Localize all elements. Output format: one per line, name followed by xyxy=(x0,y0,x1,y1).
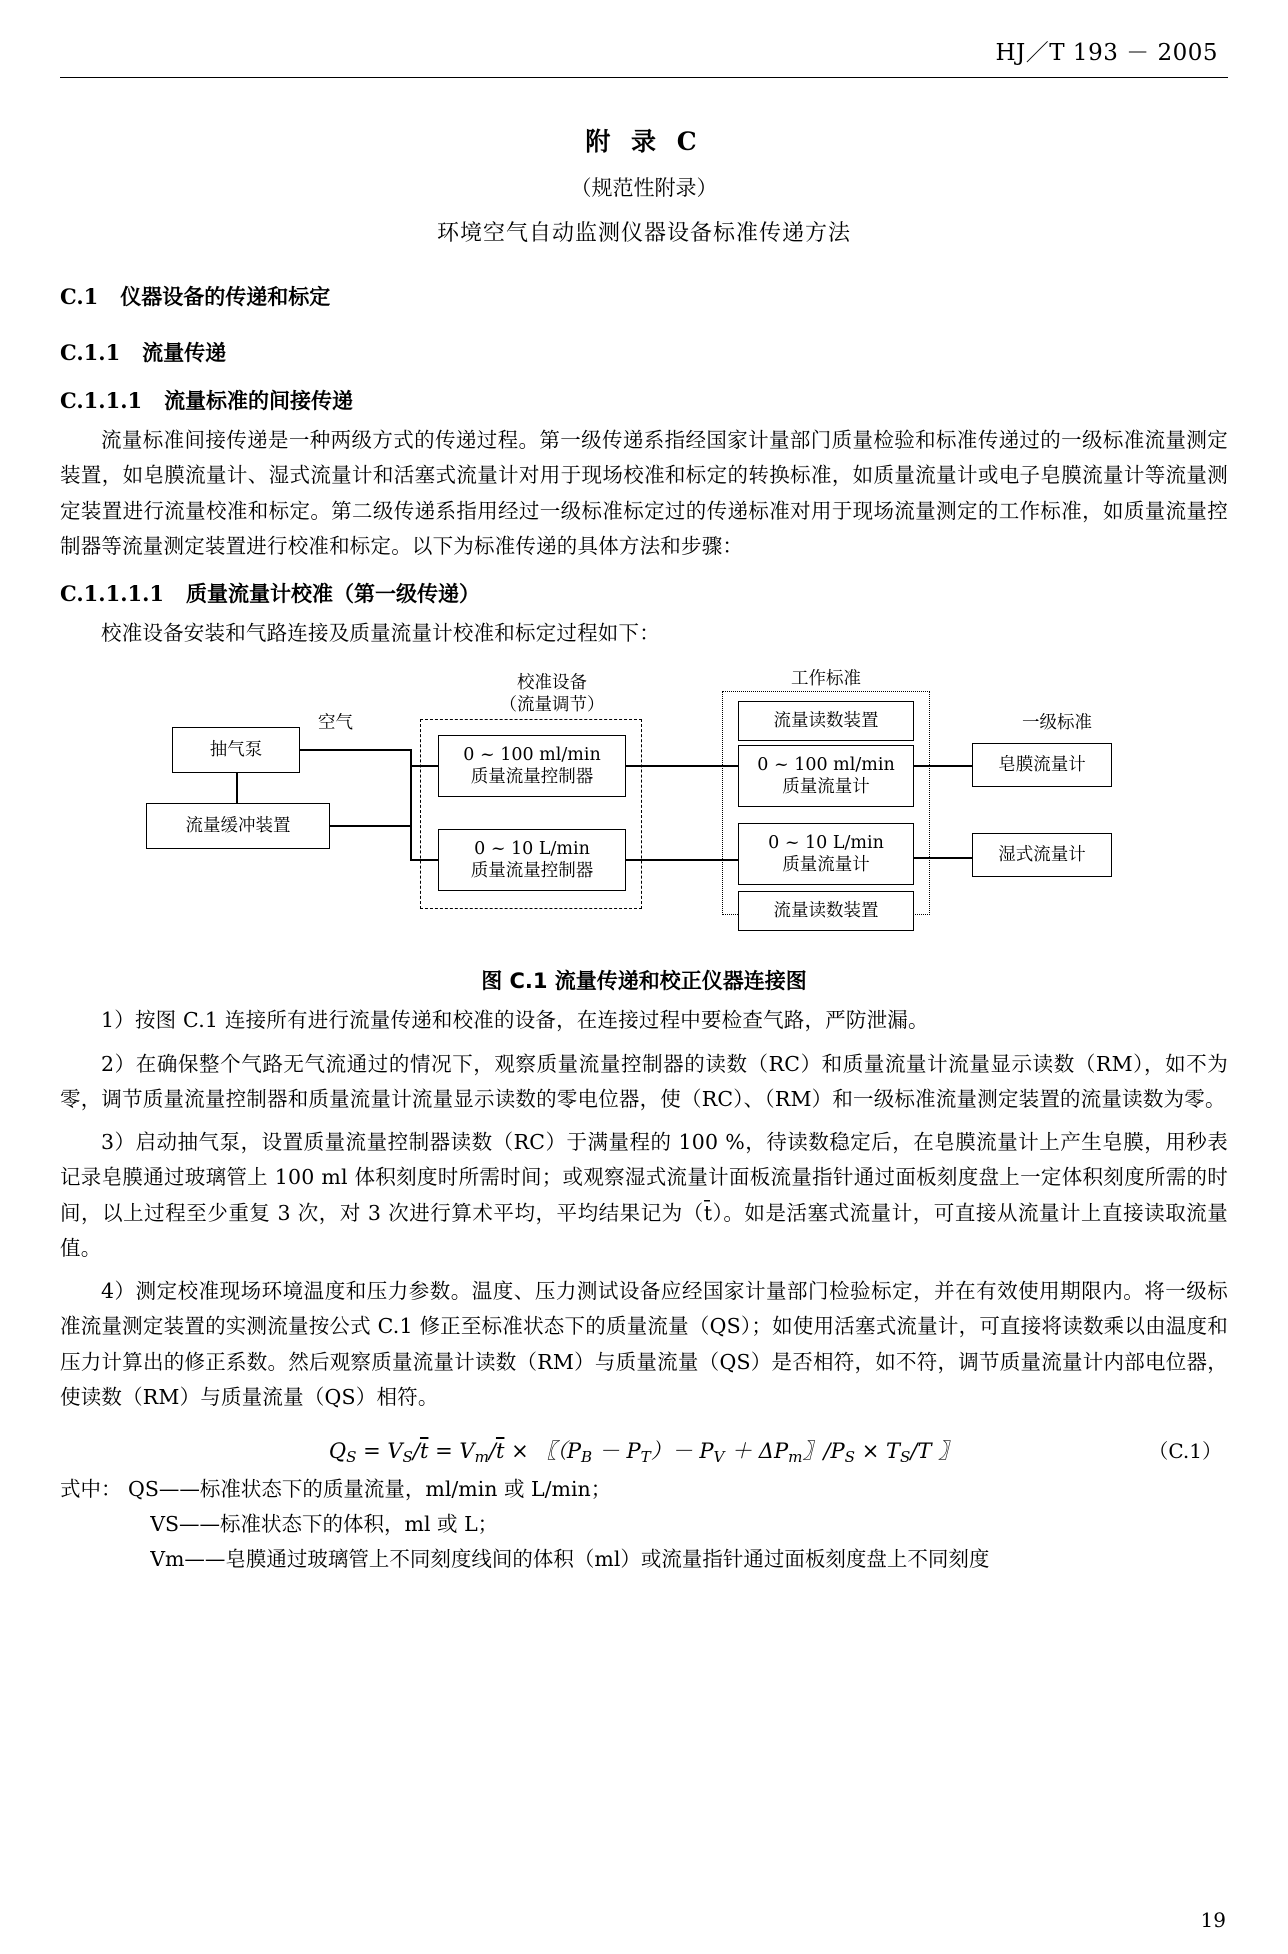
definitions-lead: 式中： xyxy=(60,1477,122,1502)
header-rule xyxy=(60,77,1228,78)
page-header: HJ／T 193 － 2005 xyxy=(995,40,1218,66)
section-c1111-number: C.1.1.1.1 xyxy=(60,581,165,606)
appendix-name: 环境空气自动监测仪器设备标准传递方法 xyxy=(436,221,851,246)
page-number: 19 xyxy=(1200,1908,1226,1932)
label-calib-device-sub: （流量调节） xyxy=(499,695,605,716)
box-pump: 抽气泵 xyxy=(172,727,300,773)
step-4: 4）测定校准现场环境温度和压力参数。温度、压力测试设备应经国家计量部门检验标定，并在有效使用期限内。将一级标准流量测定装置的实测流量按公式 C.1 修正至标准状态下的质量流量（QS）；如使用活塞式流量计，可直接将读数乘以由温度和压力计算出的修正系数。然后观察质量流量计读数（RM）与质量流量（QS）是否相符，如不符，调节质量流量计内部电位器，使读数（RM）与质量流量（QS）相符。 xyxy=(60,1279,1228,1409)
paragraph-setup: 校准设备安装和气路连接及质量流量计校准和标定过程如下： xyxy=(101,621,660,645)
box-buffer: 流量缓冲装置 xyxy=(146,803,330,849)
line-trunk-to-mfc-100ml xyxy=(410,765,438,767)
section-c1111-label: 质量流量计校准（第一级传递） xyxy=(185,582,480,606)
section-c11-label: 流量传递 xyxy=(142,341,227,365)
section-c1-label: 仪器设备的传递和标定 xyxy=(120,285,331,309)
line-trunk-to-mfc-10l xyxy=(410,859,438,861)
box-flow-reader-bottom: 流量读数装置 xyxy=(738,891,914,931)
formula-number: （C.1） xyxy=(1148,1439,1222,1463)
figure-c1-diagram xyxy=(60,667,1228,959)
label-air: 空气 xyxy=(318,713,353,734)
section-c1-number: C.1 xyxy=(60,284,99,309)
box-flow-reader-top: 流量读数装置 xyxy=(738,701,914,741)
paragraph-intro: 流量标准间接传递是一种两级方式的传递过程。第一级传递系指经国家计量部门质量检验和标准传递过的一级标准流量测定装置，如皂膜流量计、湿式流量计和活塞式流量计对用于现场校准和标定的转换标准，如质量流量计或电子皂膜流量计等流量测定装置进行流量校准和标定。第二级传递系指用经过一级标准标定过的传递标准对用于现场流量测定的工作标准，如质量流量控制器等流量测定装置进行校准和标定。以下为标准传递的具体方法和步骤： xyxy=(60,428,1228,558)
line-mfm-to-soap xyxy=(914,765,972,767)
label-calib-device: 校准设备 xyxy=(517,673,587,694)
box-mfc-100ml: 0 ~ 100 ml/min 质量流量控制器 xyxy=(438,735,626,797)
formula-c1 xyxy=(60,1435,1228,1466)
box-wet-flowmeter: 湿式流量计 xyxy=(972,833,1112,877)
definition-1: QS——标准状态下的质量流量，ml/min 或 L/min； xyxy=(128,1477,612,1502)
section-c111 xyxy=(60,385,1228,415)
appendix-kind: （规范性附录） xyxy=(570,176,718,200)
section-c11-number: C.1.1 xyxy=(60,340,121,365)
step-2: 2）在确保整个气路无气流通过的情况下，观察质量流量控制器的读数（RC）和质量流量计流量显示读数（RM），如不为零，调节质量流量控制器和质量流量计流量显示读数的零电位器，使（RC）、（RM）和一级标准流量测定装置的流量读数为零。 xyxy=(60,1051,1228,1111)
step-3: 3）启动抽气泵，设置质量流量控制器读数（RC）于满量程的 100 %，待读数稳定后，在皂膜流量计上产生皂膜，用秒表记录皂膜通过玻璃管上 100 ml 体积刻度时所需时间；或观察湿式流量计面板流量指针通过面板刻度盘上一定体积刻度所需的时间，以上过程至少重复 3 次，对 3 次进行算术平均，平均结果记为（t̄）。如是活塞式流量计，可直接从流量计上直接读取流量值。 xyxy=(60,1130,1228,1260)
figure-caption: 图 C.1 流量传递和校正仪器连接图 xyxy=(481,969,807,994)
label-first-standard: 一级标准 xyxy=(1022,713,1092,734)
box-soap-flowmeter: 皂膜流量计 xyxy=(972,743,1112,787)
line-mfm-to-wet xyxy=(914,857,972,859)
box-mfm-10l: 0 ~ 10 L/min 质量流量计 xyxy=(738,823,914,885)
section-c1 xyxy=(60,281,1228,311)
formula-definitions xyxy=(60,1472,1228,1577)
line-pump-to-air xyxy=(300,749,410,751)
line-buffer-right xyxy=(330,825,412,827)
step-1: 1）按图 C.1 连接所有进行流量传递和校准的设备，在连接过程中要检查气路，严防泄漏。 xyxy=(101,1008,929,1033)
section-c11 xyxy=(60,337,1228,367)
line-mfc-to-mfm-10l xyxy=(626,859,738,861)
definition-2: VS——标准状态下的体积，ml 或 L； xyxy=(150,1512,499,1537)
box-mfm-100ml: 0 ~ 100 ml/min 质量流量计 xyxy=(738,745,914,807)
line-mfc-to-mfm-100ml xyxy=(626,765,738,767)
line-pump-to-buffer xyxy=(236,773,238,803)
definition-3: Vm——皂膜通过玻璃管上不同刻度线间的体积（ml）或流量指针通过面板刻度盘上不同刻度 xyxy=(150,1546,990,1571)
box-mfc-10l: 0 ~ 10 L/min 质量流量控制器 xyxy=(438,829,626,891)
formula-body: $Q_S = V_S/\overline{t} = V_m/\overline{t}$ × 〖$(P_B - P_T)- P_V + \Delta P_m$〗$/P_S \times T_S/T$ 〗 xyxy=(328,1439,960,1467)
label-work-standard: 工作标准 xyxy=(791,669,861,690)
appendix-title-block xyxy=(60,122,1228,247)
section-c111-label: 流量标准的间接传递 xyxy=(164,389,354,413)
definitions-lead-row xyxy=(60,1472,1228,1507)
appendix-title: 附 录 C xyxy=(585,127,703,156)
section-c111-number: C.1.1.1 xyxy=(60,388,143,413)
section-c1111 xyxy=(60,578,1228,608)
